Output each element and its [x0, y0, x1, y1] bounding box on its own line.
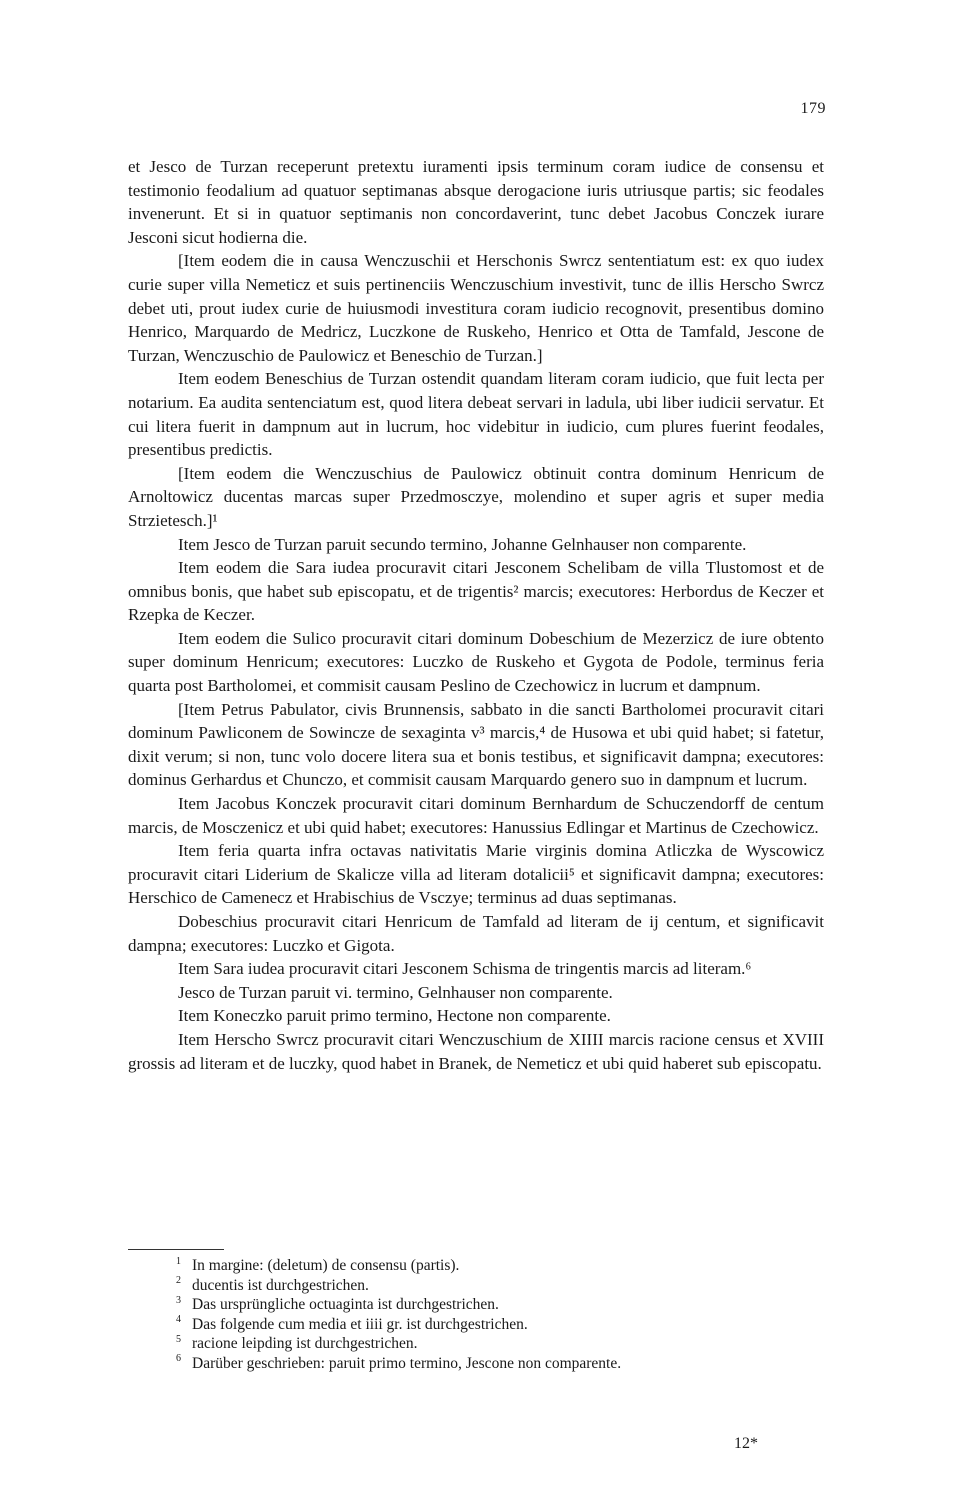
footnote: 5 racione leipding ist durchgestrichen. — [176, 1333, 418, 1352]
paragraph: Item eodem die Sulico procuravit citari dominum Dobeschium de Mezerzicz de iure obtento super dominum Henricum; executores: Luczko de Ruskeho et Gygota de Podole, terminus feria quarta post Bartholomei, et commisit causam Peslino de Czechowicz in lucrum et dampnum. — [128, 628, 824, 696]
paragraph: Item Jesco de Turzan paruit secundo termino, Johanne Gelnhauser non comparente. — [178, 534, 747, 554]
page-number: 179 — [800, 100, 826, 117]
paragraph: Item feria quarta infra octavas nativitatis Marie virginis domina Atliczka de Wyscowicz procuravit citari Liderium de Skalicze villa ad literam dotalicii⁵ et significavit dampna; executores: Herschico de Camenecz et Hrabischius de Vsczye; terminus ad duas septimanas. — [128, 841, 824, 908]
printer-signature: 12* — [734, 1435, 758, 1452]
footnotes — [176, 1256, 816, 1373]
footnote: 1 In margine: (deletum) de consensu (partis). — [176, 1255, 460, 1274]
footnote: 2 ducentis ist durchgestrichen. — [176, 1275, 369, 1294]
paragraph: Dobeschius procuravit citari Henricum de Tamfald ad literam de ij centum, et significavit dampna; executores: Luczko et Gigota. — [128, 912, 824, 955]
paragraph: et Jesco de Turzan receperunt pretextu iuramenti ipsis terminum coram iudice de consensu et testimonio feodalium ad quatuor septimanas absque derogacione iuris utriusque partis; sic feodales invenerunt. Et si in quatuor septimanis non concordaverint, tunc debet Jacobus Conczek iurare Jesconi sicut hodierna die. — [128, 157, 824, 247]
paragraph: [Item eodem die Wenczuschius de Paulowicz obtinuit contra dominum Henricum de Arnoltowicz ducentas marcas super Przedmosczye, molendino et super agris et super media Strzietesch.]¹ — [128, 463, 824, 530]
footnote-text: racione leipding ist durchgestrichen. — [192, 1335, 418, 1352]
paragraph: Item Jacobus Konczek procuravit citari dominum Bernhardum de Schuczendorff de centum marcis, de Mosczenicz et ubi quid habet; executores: Hanussius Edlingar et Martinus de Czechowicz. — [128, 794, 824, 837]
paragraph: [Item Petrus Pabulator, civis Brunnensis, sabbato in die sancti Bartholomei procuravit citari dominum Pawliconem de Sowincze de sexaginta v³ marcis,⁴ de Husowa et ubi quid habet; si fatetur, dixit verum; si non, tunc volo docere litera sua et bonis testibus, et significavit dampna; executores: dominus Gerhardus et Chunczo, et commisit causam Marquardo genero suo in dampnum et lucrum. — [128, 699, 824, 790]
paragraph: [Item eodem die in causa Wenczuschii et Herschonis Swrcz sententiatum est: ex quo iudex curie super villa Nemeticz et suis pertinenciis Wenczuschium investivit, tunc de illis Herscho Swrcz debet uti, prout iudex curie de huiusmodi investitura coram iudicio recognovit, presentibus domino Henrico, Marquardo de Medricz, Luczkone de Ruskeho, Henrico et Otta de Tamfald, Jescone de Turzan, Wenczuschio de Paulowicz et Beneschio de Turzan.] — [128, 251, 824, 365]
paragraph: Item Herscho Swrcz procuravit citari Wenczuschium de XIIII marcis racione census et XVIII grossis ad literam et de luczky, quod habet in Branek, de Nemeticz et ubi quid haberet sub episcopatu. — [128, 1029, 824, 1073]
paragraph: Item Sara iudea procuravit citari Jesconem Schisma de tringentis marcis ad literam.⁶ — [178, 959, 752, 979]
paragraph: Item eodem die Sara iudea procuravit citari Jesconem Schelibam de villa Tlustomost et de omnibus bonis, que habet sub episcopatu, et de trigentis² marcis; executores: Herbordus de Keczer et Rzepka de Keczer. — [128, 558, 824, 625]
paragraph: Item eodem Beneschius de Turzan ostendit quandam literam coram iudicio, que fuit lecta per notarium. Ea audita sentenciatum est, quod litera debeat servari in ladula, ubi liber iudicii servatur. Et cui litera fuerit in dampnum aut in lucrum, hoc videbitur in iudicio, cum plures fuerint feodales, presentibus predictis. — [128, 369, 824, 460]
main-text — [128, 155, 824, 1075]
paragraph: Item Koneczko paruit primo termino, Hectone non comparente. — [178, 1006, 611, 1026]
footnote: 3 Das ursprüngliche octuaginta ist durchgestrichen. — [176, 1294, 499, 1313]
footnote: 4 Das folgende cum media et iiii gr. ist durchgestrichen. — [176, 1314, 528, 1333]
paragraph: Jesco de Turzan paruit vi. termino, Gelnhauser non comparente. — [178, 982, 613, 1002]
footnote-text: ducentis ist durchgestrichen. — [192, 1276, 369, 1294]
footnote-text: Darüber geschrieben: paruit primo termino, Jescone non comparente. — [192, 1354, 622, 1372]
footnote-text: In margine: (deletum) de consensu (partis). — [192, 1257, 460, 1274]
footnote: 6 Darüber geschrieben: paruit primo termino, Jescone non comparente. — [176, 1353, 622, 1372]
footnote-text: Das folgende cum media et iiii gr. ist durchgestrichen. — [192, 1315, 528, 1333]
footnote-divider — [128, 1249, 224, 1250]
footnote-text: Das ursprüngliche octuaginta ist durchgestrichen. — [192, 1296, 499, 1313]
